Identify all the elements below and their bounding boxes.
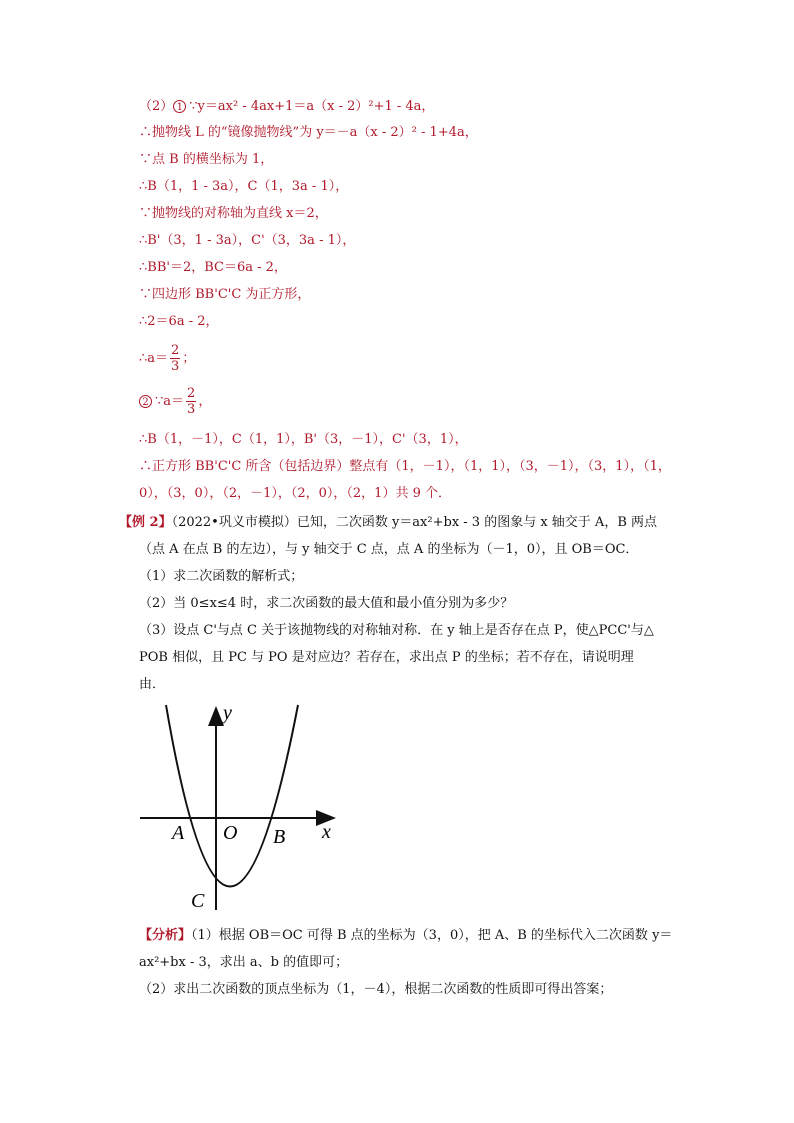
example-label: 【例 2】 (119, 515, 172, 530)
equation-suffix: ， (198, 394, 212, 409)
analysis-line-3: （2）求出二次函数的顶点坐标为（1，－4），根据二次函数的性质即可得出答案； (139, 982, 613, 997)
question-2: （2）当 0≤x≤4 时，求二次函数的最大值和最小值分别为多少？ (139, 596, 514, 611)
solution-line-13: ∴正方形 BB'C'C 所含（包括边界）整点有（1，－1），（1，1），（3，－1），（3，1），（1， (139, 459, 671, 474)
point-a-label: A (172, 822, 185, 844)
question-1: （1）求二次函数的解析式； (139, 569, 304, 584)
solution-line-5: ∵抛物线的对称轴为直线 x＝2， (139, 206, 328, 221)
denominator: 3 (171, 359, 180, 374)
numerator: 2 (187, 386, 196, 401)
fraction (170, 343, 180, 374)
point-b-label: B (273, 826, 286, 848)
solution-line-7: ∴BB'＝2，BC＝6a - 2， (139, 260, 287, 275)
origin-label: O (223, 822, 238, 844)
parabola-figure (136, 700, 356, 915)
circled-number-2: 2 (139, 395, 152, 408)
denominator: 3 (187, 402, 196, 417)
equation-suffix: ； (182, 351, 196, 366)
point-c-label: C (191, 890, 205, 912)
solution-line-12: ∴B（1，－1），C（1，1），B'（3，－1），C'（3，1）， (139, 432, 468, 447)
y-axis-label: y (223, 702, 232, 724)
analysis-line-1 (139, 927, 672, 945)
example-line-1 (119, 514, 657, 532)
analysis-line-2: ax²+bx - 3，求出 a、b 的值即可； (139, 955, 349, 970)
solution-line-8: ∵四边形 BB'C'C 为正方形， (139, 287, 311, 302)
solution-line-11 (139, 386, 211, 418)
solution-text: ∵y＝ax² - 4ax+1＝a（x - 2）²+1 - 4a， (189, 99, 435, 114)
analysis-label: 【分析】 (139, 928, 192, 943)
question-3-line-2: POB 相似，且 PC 与 PO 是对应边？若存在，求出点 P 的坐标；若不存在，请说明理 (139, 650, 634, 665)
solution-line-6: ∴B'（3，1 - 3a），C'（3，3a - 1）， (139, 233, 356, 248)
solution-line-9: ∴2＝6a - 2， (139, 314, 219, 329)
fraction (186, 386, 196, 417)
solution-line-1 (139, 98, 434, 116)
x-axis-label: x (322, 821, 331, 843)
question-3-line-1: （3）设点 C'与点 C 关于该抛物线的对称轴对称．在 y 轴上是否存在点 P，使△PCC'与△ (139, 623, 654, 638)
numerator: 2 (171, 343, 180, 358)
circled-number-1: 1 (173, 100, 186, 113)
parabola-curve (166, 705, 298, 887)
example-line-2: （点 A 在点 B 的左边），与 y 轴交于 C 点，点 A 的坐标为（－1，0），且 OB＝OC． (139, 542, 639, 557)
analysis-text: （1）根据 OB＝OC 可得 B 点的坐标为（3，0），把 A、B 的坐标代入二次函数 y＝ (191, 928, 673, 943)
equation-prefix: ∴a＝ (139, 351, 169, 366)
solution-part-prefix: （2） (139, 99, 174, 114)
solution-line-4: ∴B（1，1 - 3a），C（1，3a - 1）， (139, 179, 349, 194)
example-text: （2022•巩义市模拟）已知，二次函数 y＝ax²+bx - 3 的图象与 x 轴交于 A，B 两点 (171, 515, 658, 530)
solution-line-2: ∴抛物线 L 的“镜像抛物线”为 y＝－a（x - 2）² - 1+4a， (139, 125, 478, 140)
equation-prefix: ∵a＝ (155, 394, 185, 409)
solution-line-14: 0），（3，0），（2，－1），（2，0），（2，1）共 9 个． (139, 486, 451, 501)
solution-line-10 (139, 343, 195, 375)
solution-line-3: ∵点 B 的横坐标为 1， (139, 152, 274, 167)
question-3-line-3: 由． (139, 677, 166, 692)
